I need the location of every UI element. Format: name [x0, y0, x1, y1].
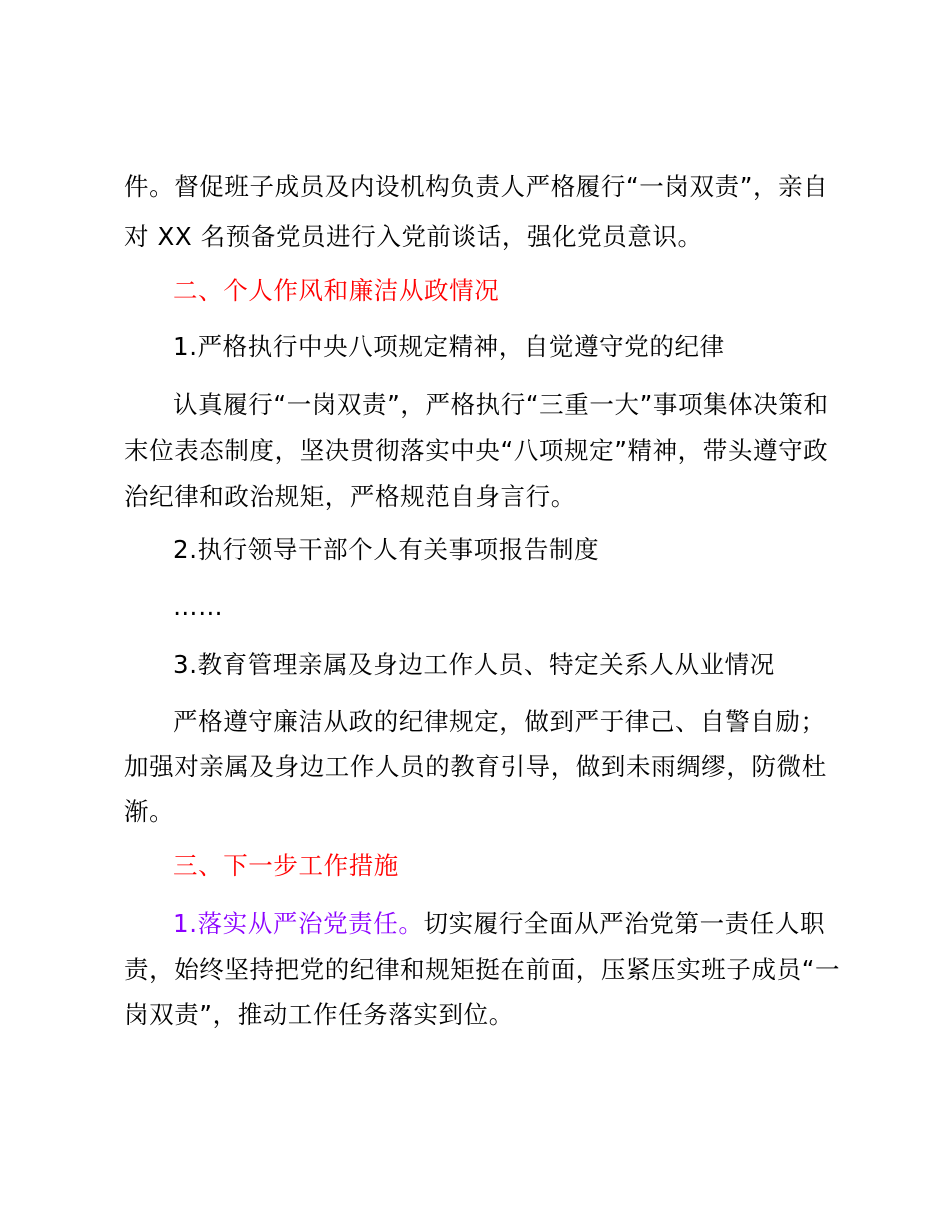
- continuation-line-2: 对 XX 名预备党员进行入党前谈话，强化党员意识。: [124, 222, 703, 251]
- item-3-body-line-2: 加强对亲属及身边工作人员的教育引导，做到未雨绸缪，防微杜: [124, 752, 827, 781]
- measure-1-lead: 1.落实从严治党责任。: [173, 909, 424, 938]
- measure-1-line-3: 岗双责”，推动工作任务落实到位。: [124, 1000, 514, 1029]
- measure-1-line-1: [173, 909, 825, 939]
- item-3-body-line-1: 严格遵守廉洁从政的纪律规定，做到严于律己、自警自励；: [173, 707, 826, 736]
- measure-1-line-2: 责，始终坚持把党的纪律和规矩挺在前面，压紧压实班子成员“一: [124, 955, 841, 984]
- item-1-body-line-2: 末位表态制度，坚决贯彻落实中央“八项规定”精神，带头遵守政: [124, 436, 829, 465]
- item-1-body-line-3: 治纪律和政治规矩，严格规范自身言行。: [124, 482, 576, 511]
- item-1-heading: 1.严格执行中央八项规定精神，自觉遵守党的纪律: [173, 332, 725, 361]
- continuation-line-1: 件。督促班子成员及内设机构负责人严格履行“一岗双责”，亲自: [124, 172, 829, 201]
- item-3-body-line-3: 渐。: [124, 797, 175, 826]
- measure-1-line-1-rest: 切实履行全面从严治党第一责任人职: [423, 909, 826, 938]
- item-2-heading: 2.执行领导干部个人有关事项报告制度: [173, 535, 600, 564]
- ellipsis: ……: [173, 592, 224, 621]
- item-3-heading: 3.教育管理亲属及身边工作人员、特定关系人从业情况: [173, 650, 775, 679]
- section-2-heading: 二、个人作风和廉洁从政情况: [173, 276, 500, 305]
- item-1-body-line-1: 认真履行“一岗双责”，严格执行“三重一大”事项集体决策和: [173, 390, 829, 419]
- section-3-heading: 三、下一步工作措施: [173, 851, 399, 880]
